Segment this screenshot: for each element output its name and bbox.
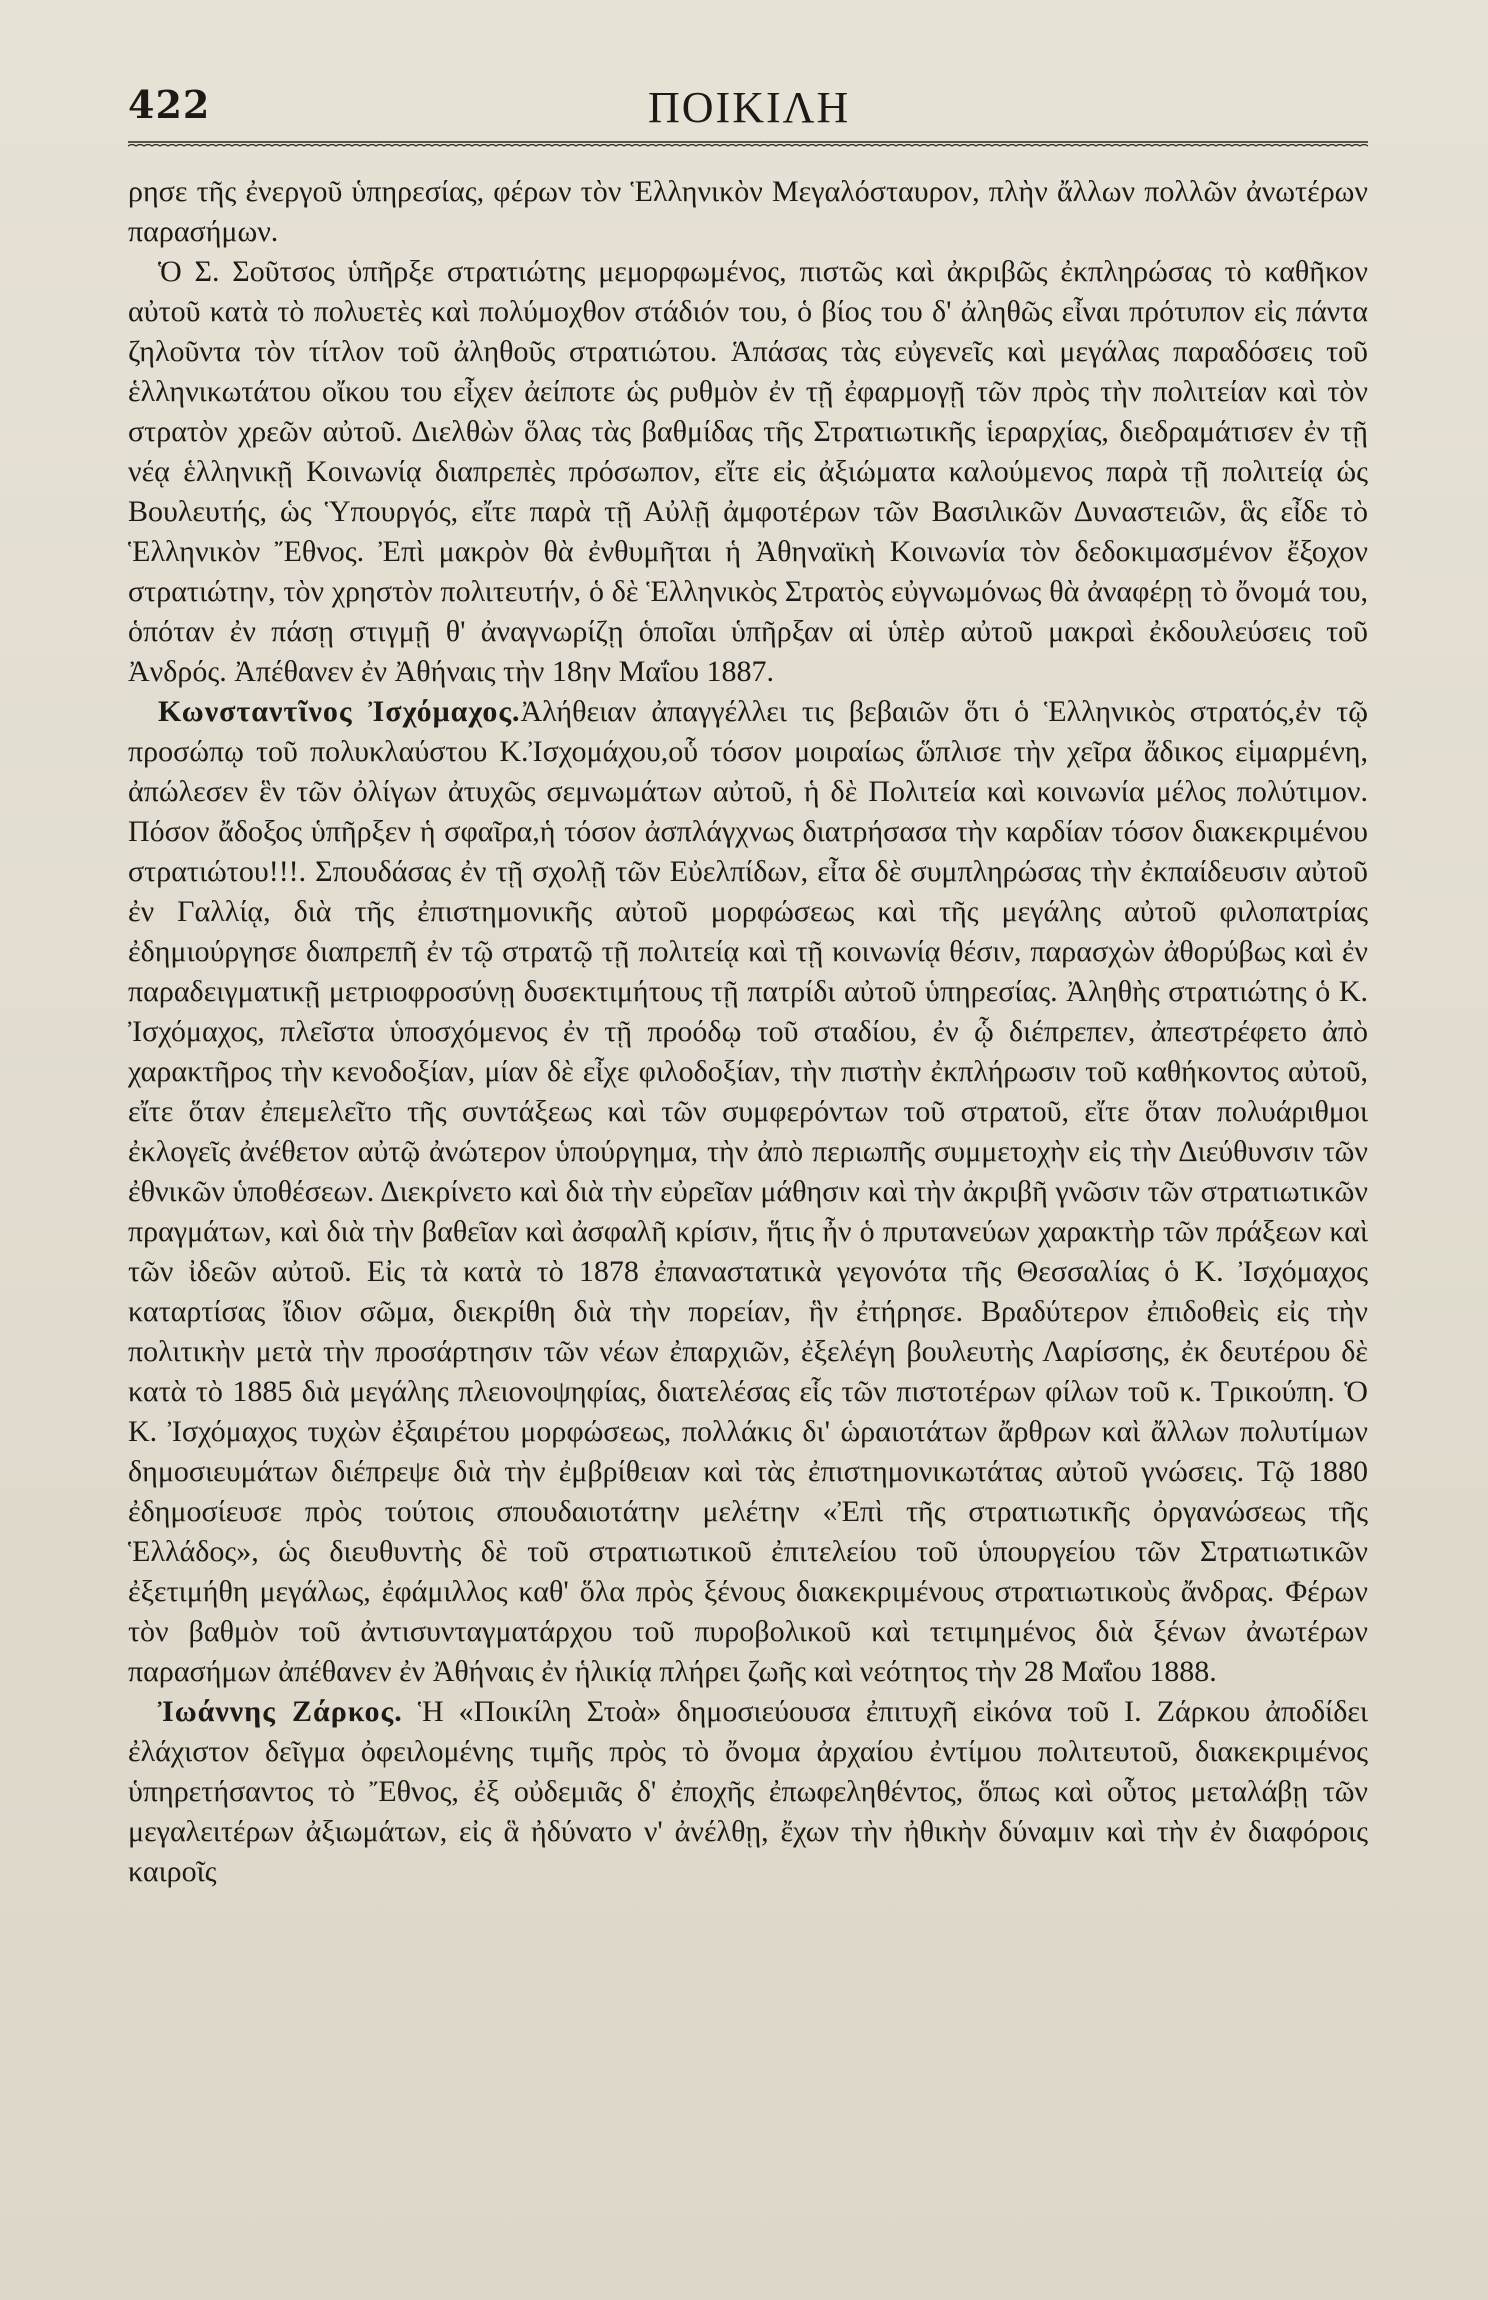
paragraph-ischomachos: [128, 692, 1368, 1692]
paragraph-zarkos: [128, 1692, 1368, 1892]
paragraph-text: Ὁ Σ. Σοῦτσος ὑπῆρξε στρατιώτης μεμορφωμένος, πιστῶς καὶ ἀκριβῶς ἐκπληρώσας τὸ καθῆκον αὐτοῦ κατὰ τὸ πολυετὲς καὶ πολύμοχθον στάδιόν του, ὁ βίος του δ' ἀληθῶς εἶναι πρότυπον εἰς πάντα ζηλοῦντα τὸν τίτλον τοῦ ἀληθοῦς στρατιώτου. Ἁπάσας τὰς εὐγενεῖς καὶ μεγάλας παραδόσεις τοῦ ἑλληνικωτάτου οἴκου του εἶχεν ἀείποτε ὡς ρυθμὸν ἐν τῇ ἐφαρμογῇ τῶν πρὸς τὴν πολιτείαν καὶ τὸν στρατὸν χρεῶν αὐτοῦ. Διελθὼν ὅλας τὰς βαθμίδας τῆς Στρατιωτικῆς ἱεραρχίας, διεδραμάτισεν ἐν τῇ νέᾳ ἑλληνικῇ Κοινωνίᾳ διαπρεπὲς πρόσωπον, εἴτε εἰς ἀξιώματα καλούμενος παρὰ τῇ πολιτείᾳ ὡς Βουλευτής, ὡς Ὑπουργός, εἴτε παρὰ τῇ Αὐλῇ ἀμφοτέρων τῶν Βασιλικῶν Δυναστειῶν, ἃς εἶδε τὸ Ἑλληνικὸν Ἔθνος. Ἐπὶ μακρὸν θὰ ἐνθυμῆται ἡ Ἀθηναϊκὴ Κοινωνία τὸν δεδοκιμασμένον ἔξοχον στρατιώτην, τὸν χρηστὸν πολιτευτήν, ὁ δὲ Ἑλληνικὸς Στρατὸς εὐγνωμόνως θὰ ἀναφέρῃ τὸ ὄνομά του, ὁπόταν ἐν πάσῃ στιγμῇ θ' ἀναγνωρίζῃ ὁποῖαι ὑπῆρξαν αἱ ὑπὲρ αὐτοῦ μακραὶ ἐκδουλεύσεις τοῦ Ἀνδρός. Ἀπέθανεν ἐν Ἀθήναις τὴν 18ην Μαΐου 1887.: [128, 255, 1368, 688]
page-header: [128, 80, 1368, 140]
paragraph-text: Ἀλήθειαν ἀπαγγέλλει τις βεβαιῶν ὅτι ὁ Ἑλληνικὸς στρατός,ἐν τῷ προσώπῳ τοῦ πολυκλαύστου Κ.Ἰσχομάχου,οὗ τόσον μοιραίως ὥπλισε τὴν χεῖρα ἄδικος εἱμαρμένη, ἀπώλεσεν ἓν τῶν ὀλίγων ἀτυχῶς σεμνωμάτων αὐτοῦ, ἡ δὲ Πολιτεία καὶ κοινωνία μέλος πολύτιμον. Πόσον ἄδοξος ὑπῆρξεν ἡ σφαῖρα,ἡ τόσον ἀσπλάγχνως διατρήσασα τὴν καρδίαν τόσον διακεκριμένου στρατιώτου!!!. Σπουδάσας ἐν τῇ σχολῇ τῶν Εὐελπίδων, εἶτα δὲ συμπληρώσας τὴν ἐκπαίδευσιν αὐτοῦ ἐν Γαλλίᾳ, διὰ τῆς ἐπιστημονικῆς αὐτοῦ μορφώσεως καὶ τῆς μεγάλης αὐτοῦ φιλοπατρίας ἐδημιούργησε διαπρεπῆ ἐν τῷ στρατῷ τῇ πολιτείᾳ καὶ τῇ κοινωνίᾳ θέσιν, παρασχὼν ἀθορύβως καὶ ἐν παραδειγματικῇ μετριοφροσύνῃ δυσεκτιμήτους τῇ πατρίδι αὐτοῦ ὑπηρεσίας. Ἀληθὴς στρατιώτης ὁ Κ. Ἰσχόμαχος, πλεῖστα ὑποσχόμενος ἐν τῇ προόδῳ τοῦ σταδίου, ἐν ᾧ διέπρεπεν, ἀπεστρέφετο ἀπὸ χαρακτῆρος τὴν κενοδοξίαν, μίαν δὲ εἶχε φιλοδοξίαν, τὴν πιστὴν ἐκπλήρωσιν τοῦ καθήκοντος αὐτοῦ, εἴτε ὅταν ἐπεμελεῖτο τῆς συντάξεως καὶ τῶν συμφερόντων τοῦ στρατοῦ, εἴτε ὅταν πολυάριθμοι ἐκλογεῖς ἀνέθετον αὐτῷ ἀνώτερον ὑπούργημα, τὴν ἀπὸ περιωπῆς συμμετοχὴν εἰς τὴν Διεύθυνσιν τῶν ἐθνικῶν ὑποθέσεων. Διεκρίνετο καὶ διὰ τὴν εὐρεῖαν μάθησιν καὶ τὴν ἀκριβῆ γνῶσιν τῶν στρατιωτικῶν πραγμάτων, καὶ διὰ τὴν βαθεῖαν καὶ ἀσφαλῆ κρίσιν, ἥτις ἦν ὁ πρυτανεύων χαρακτὴρ τῶν πράξεων καὶ τῶν ἰδεῶν αὐτοῦ. Εἰς τὰ κατὰ τὸ 1878 ἐπαναστατικὰ γεγονότα τῆς Θεσσαλίας ὁ Κ. Ἰσχόμαχος καταρτίσας ἴδιον σῶμα, διεκρίθη διὰ τὴν πορείαν, ἣν ἐτήρησε. Βραδύτερον ἐπιδοθεὶς εἰς τὴν πολιτικὴν μετὰ τὴν προσάρτησιν τῶν νέων ἐπαρχιῶν, ἐξελέγη βουλευτὴς Λαρίσσης, ἐκ δευτέρου δὲ κατὰ τὸ 1885 διὰ μεγάλης πλειονοψηφίας, διατελέσας εἷς τῶν πιστοτέρων φίλων τοῦ κ. Τρικούπη. Ὁ Κ. Ἰσχόμαχος τυχὼν ἐξαιρέτου μορφώσεως, πολλάκις δι' ὡραιοτάτων ἄρθρων καὶ ἄλλων πολυτίμων δημοσιευμάτων διέπρεψε διὰ τὴν ἐμβρίθειαν καὶ τὰς ἐπιστημονικωτάτας αὐτοῦ γνώσεις. Τῷ 1880 ἐδημοσίευσε πρὸς τούτοις σπουδαιοτάτην μελέτην «Ἐπὶ τῆς στρατιωτικῆς ὀργανώσεως τῆς Ἑλλάδος», ὡς διευθυντὴς δὲ τοῦ στρατιωτικοῦ ἐπιτελείου τοῦ ὑπουργείου τῶν Στρατιωτικῶν ἐξετιμήθη μεγάλως, ἐφάμιλλος καθ' ὅλα πρὸς ξένους διακεκριμένους στρατιωτικοὺς ἄνδρας. Φέρων τὸν βαθμὸν τοῦ ἀντισυνταγματάρχου τοῦ πυροβολικοῦ καὶ τετιμημένος διὰ ξένων ἀνωτέρων παρασήμων ἀπέθανεν ἐν Ἀθήναις ἐν ἡλικίᾳ πλήρει ζωῆς καὶ νεότητος τὴν 28 Μαΐου 1888.: [128, 695, 1368, 1688]
paragraph-continuation: [128, 172, 1368, 252]
body-text: [128, 172, 1368, 1892]
header-rule: [128, 140, 1368, 148]
paragraph-text: Ἡ «Ποικίλη Στοὰ» δημοσιεύουσα ἐπιτυχῆ εἰκόνα τοῦ Ι. Ζάρκου ἀποδίδει ἐλάχιστον δεῖγμα ὀφειλομένης τιμῆς πρὸς τὸ ὄνομα ἀρχαίου ἐντίμου πολιτευτοῦ, διακεκριμένος ὑπηρετήσαντος τὸ Ἔθνος, ἐξ οὐδεμιᾶς δ' ἐποχῆς ἐπωφεληθέντος, ὅπως καὶ οὗτος μεταλάβῃ τῶν μεγαλειτέρων ἀξιωμάτων, εἰς ἃ ἠδύνατο ν' ἀνέλθῃ, ἔχων τὴν ἠθικὴν δύναμιν καὶ τὴν ἐν διαφόροις καιροῖς: [128, 1695, 1369, 1888]
entry-name: Ἰωάννης Ζάρκος.: [158, 1695, 403, 1728]
paragraph-text: ρησε τῆς ἐνεργοῦ ὑπηρεσίας, φέρων τὸν Ἑλληνικὸν Μεγαλόσταυρον, πλὴν ἄλλων πολλῶν ἀνωτέρων παρασήμων.: [128, 175, 1368, 248]
entry-name: Κωνσταντῖνος Ἰσχόμαχος.: [158, 695, 521, 728]
wavy-rule-ornament: [128, 140, 1368, 148]
paragraph-soutsos: [128, 252, 1368, 692]
page-number: 422: [128, 82, 211, 127]
running-title: ΠΟΙΚΙΛΗ: [648, 83, 851, 132]
